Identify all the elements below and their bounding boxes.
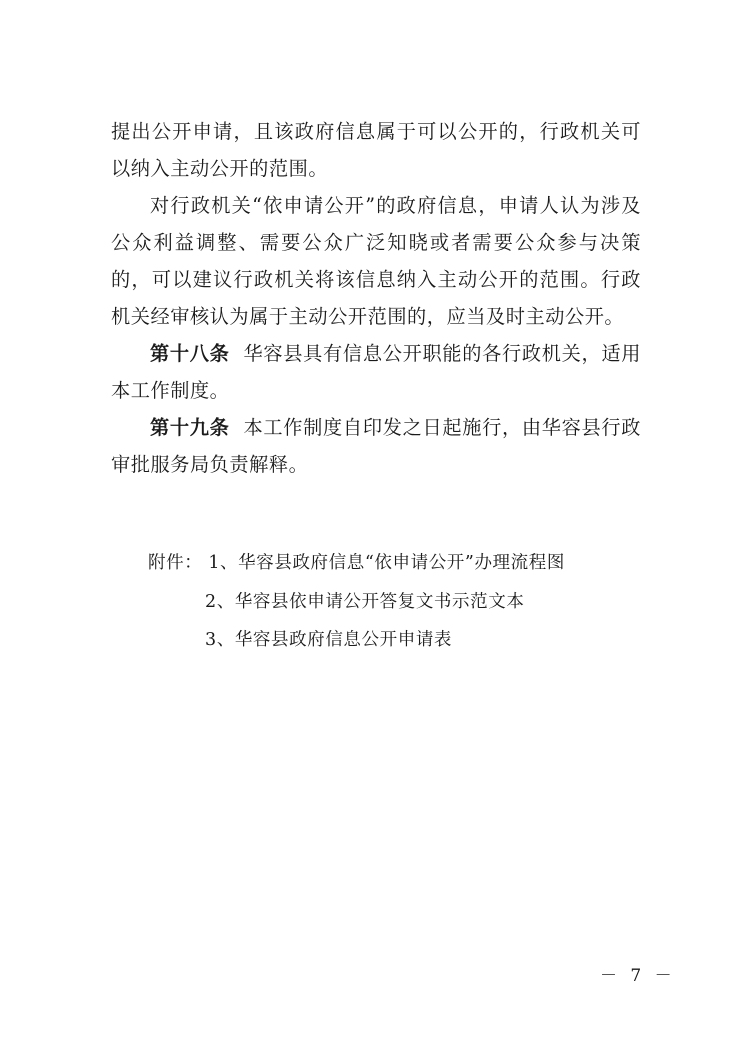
attachment-text-3: 3、华容县政府信息公开申请表 [205,630,453,650]
attachment-text-2: 2、华容县依申请公开答复文书示范文本 [205,591,525,612]
article-19-text: 本工作制度自印发之日起施行，由华容县行政审批服务局负责解释。 [111,416,642,476]
article-18 [111,335,641,409]
attachments-list [148,544,648,660]
attachments-label: 附件： [148,553,203,573]
attachment-item-2 [148,583,648,622]
article-19 [111,409,641,483]
paragraph-suggestion: 对行政机关“依申请公开”的政府信息，申请人认为涉及公众利益调整、需要公众广泛知晓或者需要公众参与决策的，可以建议行政机关将该信息纳入主动公开的范围。行政机关经审核认为属于主动公开范围的，应当及时主动公开。 [111,194,641,328]
article-19-number: 第十九条 [150,416,230,439]
article-18-number: 第十八条 [150,342,230,365]
page-number: － 7 － [600,966,676,986]
attachment-item-1 [148,544,648,583]
attachment-text-1: 1、华容县政府信息“依申请公开”办理流程图 [208,553,565,573]
paragraph-continuation: 提出公开申请，且该政府信息属于可以公开的，行政机关可以纳入主动公开的范围。 [111,120,641,180]
document-body [111,113,641,483]
attachment-item-3 [148,621,648,660]
article-18-text: 华容县具有信息公开职能的各行政机关，适用本工作制度。 [111,342,642,402]
